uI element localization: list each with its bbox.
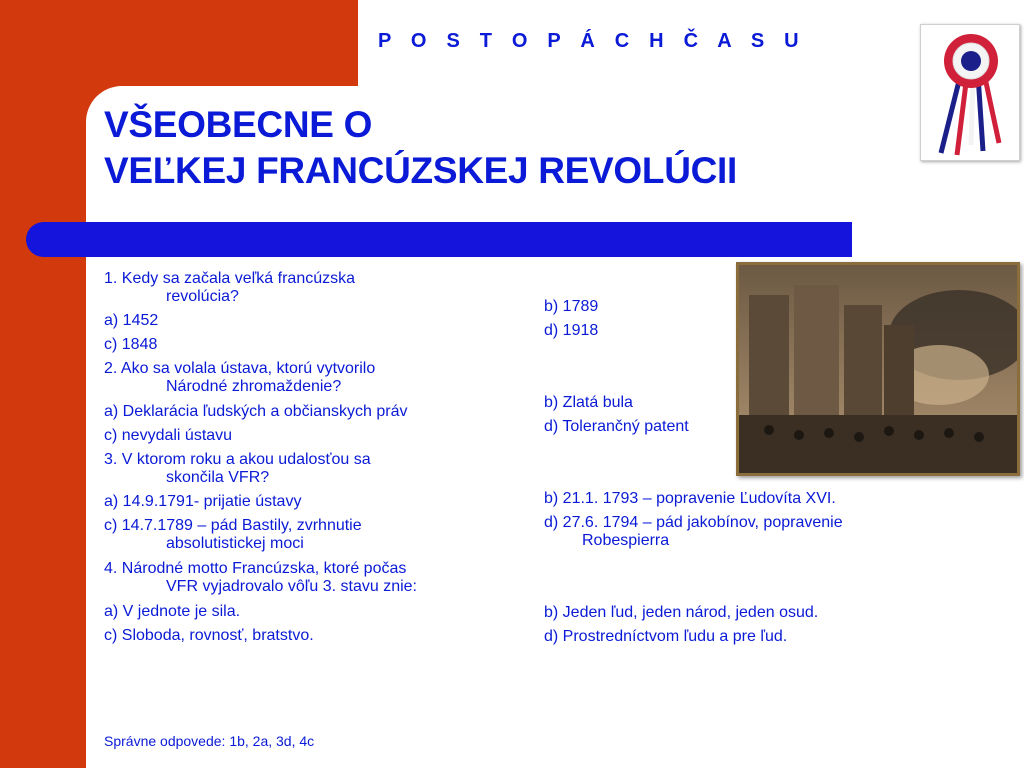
french-cockade-image xyxy=(920,24,1020,161)
answer-option: c) nevydali ústavu xyxy=(104,427,233,444)
question-text: 2. Ako sa volala ústava, ktorú vytvorilo xyxy=(104,360,376,377)
answer-option: d) 1918 xyxy=(544,322,599,339)
question-text: Národné zhromaždenie? xyxy=(166,378,342,395)
answer-option: a) V jednote je sila. xyxy=(104,603,241,620)
answer-option: b) 21.1. 1793 – popravenie Ľudovíta XVI. xyxy=(544,490,836,507)
answer-text: d) 27.6. 1794 – pád jakobínov, popravenie xyxy=(544,514,843,531)
answer-option: b) Zlatá bula xyxy=(544,394,633,411)
question-2 xyxy=(104,360,375,396)
answer-option: b) 1789 xyxy=(544,298,599,315)
question-text: skončila VFR? xyxy=(166,469,270,486)
answer-text: Robespierra xyxy=(582,532,670,549)
question-4 xyxy=(104,560,417,596)
answer-option: a) Deklarácia ľudských a občianskych práv xyxy=(104,403,408,420)
question-1 xyxy=(104,270,355,306)
answer-text: absolutistickej moci xyxy=(166,535,304,552)
answer-option: a) 14.9.1791- prijatie ústavy xyxy=(104,493,302,510)
question-text: 1. Kedy sa začala veľká francúzska xyxy=(104,270,356,287)
question-text: 3. V ktorom roku a akou udalosťou sa xyxy=(104,451,371,468)
answer-option: a) 1452 xyxy=(104,312,159,329)
answer-text: c) 14.7.1789 – pád Bastily, zvrhnutie xyxy=(104,517,362,534)
question-text: VFR vyjadrovalo vôľu 3. stavu znie: xyxy=(166,578,417,595)
answer-option: d) Prostredníctvom ľudu a pre ľud. xyxy=(544,628,788,645)
page-title-line-2: VEĽKEJ FRANCÚZSKEJ REVOLÚCII xyxy=(104,150,738,191)
answer-option xyxy=(104,517,362,553)
answer-option: c) Sloboda, rovnosť, bratstvo. xyxy=(104,627,314,644)
question-3 xyxy=(104,451,371,487)
answer-option: d) Tolerančný patent xyxy=(544,418,689,435)
answer-option: b) Jeden ľud, jeden národ, jeden osud. xyxy=(544,604,819,621)
bastille-painting-icon xyxy=(739,265,1017,473)
page-title-line-1: VŠEOBECNE O xyxy=(104,104,373,145)
correct-answers-footer: Správne odpovede: 1b, 2a, 3d, 4c xyxy=(104,733,315,749)
series-title: P O S T O P Á C H Č A S U xyxy=(378,30,806,52)
question-text: 4. Národné motto Francúzska, ktoré počas xyxy=(104,560,407,577)
blue-divider-bar xyxy=(26,222,852,257)
answer-option: c) 1848 xyxy=(104,336,158,353)
question-text: revolúcia? xyxy=(166,288,239,305)
storming-of-bastille-painting xyxy=(736,262,1020,476)
cockade-icon xyxy=(921,25,1019,160)
answer-option xyxy=(544,514,843,550)
